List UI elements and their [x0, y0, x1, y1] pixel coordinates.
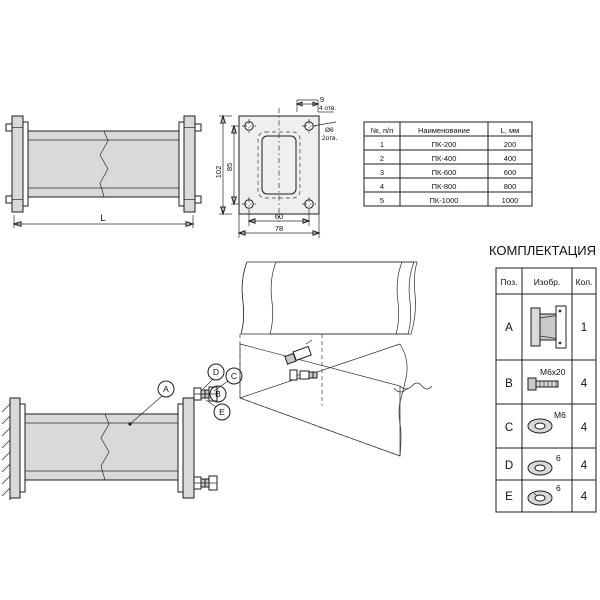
size-table-header-len: L, мм — [500, 126, 520, 135]
table-row: 200 — [503, 140, 517, 149]
size-table — [364, 122, 532, 206]
kit-label-d: 6 — [556, 453, 561, 463]
bolt-stack-bottom — [194, 476, 217, 490]
bolt-detail — [290, 370, 317, 380]
kit-header-img: Изобр. — [533, 277, 561, 287]
kit-qty-b: 4 — [580, 378, 588, 390]
kit-header-pos: Поз. — [500, 277, 518, 287]
table-row: 4 — [379, 182, 385, 191]
washer-icon — [528, 461, 552, 475]
kit-qty-d: 4 — [580, 460, 588, 472]
svg-text:C: C — [230, 371, 238, 381]
hole-note-2otv: 2отв. — [322, 135, 338, 142]
fitting-detail — [285, 340, 312, 364]
spring-washer-icon — [528, 491, 552, 505]
kit-label-c: M6 — [554, 410, 566, 420]
size-table-header-name: Наименование — [418, 126, 470, 135]
table-row: ПК-800 — [431, 182, 457, 191]
kit-title: КОМПЛЕКТАЦИЯ — [488, 243, 596, 258]
hole-note-d6: Ø6 — [325, 127, 334, 134]
duct-sketch — [240, 262, 432, 456]
table-row: ПК-600 — [431, 168, 457, 177]
balloon-D — [203, 364, 224, 389]
table-row: 1 — [379, 140, 385, 149]
kit-qty-a: 1 — [580, 322, 588, 334]
kit-pos-b: B — [505, 378, 513, 390]
table-row: 1000 — [501, 196, 519, 205]
table-row: 3 — [379, 168, 385, 177]
svg-text:A: A — [163, 384, 169, 394]
kit-qty-c: 4 — [580, 422, 588, 434]
kit-pos-d: D — [504, 460, 514, 472]
dim-60-label: 60 — [274, 212, 284, 221]
size-table-header-no: №, п/п — [370, 126, 394, 135]
kit-label-b: M6x20 — [540, 367, 566, 377]
table-row: 800 — [503, 182, 517, 191]
table-row: 400 — [503, 154, 517, 163]
dim-9-label: 9 — [319, 95, 325, 104]
table-row: ПК-200 — [431, 140, 457, 149]
kit-header-qty: Кол. — [575, 277, 593, 287]
kit-pos-c: C — [504, 422, 514, 434]
plate-front-view — [214, 95, 338, 238]
svg-text:B: B — [215, 389, 221, 399]
assembly-view — [2, 364, 242, 500]
kit-table — [489, 243, 596, 512]
kit-pos-e: E — [505, 491, 513, 503]
table-row: 5 — [379, 196, 385, 205]
dim-L-label: L — [100, 213, 106, 224]
dim-78-label: 78 — [274, 224, 284, 233]
kit-qty-e: 4 — [580, 491, 588, 503]
dim-102-label: 102 — [214, 165, 223, 179]
bracket-icon — [531, 306, 566, 348]
svg-text:D: D — [212, 367, 220, 377]
nut-icon — [528, 419, 552, 433]
kit-pos-a: A — [505, 322, 513, 334]
table-row: 2 — [379, 154, 385, 163]
table-row: 600 — [503, 168, 517, 177]
bolt-icon — [528, 378, 558, 390]
kit-label-e: 6 — [556, 483, 561, 493]
dim-85-label: 85 — [225, 162, 234, 172]
table-row: ПК-1000 — [429, 196, 459, 205]
hole-note-4otv: 4 отв. — [319, 105, 337, 112]
balloon-E — [206, 400, 230, 420]
svg-text:E: E — [219, 407, 225, 417]
side-view-bracket — [6, 116, 201, 228]
table-row: ПК-400 — [431, 154, 457, 163]
